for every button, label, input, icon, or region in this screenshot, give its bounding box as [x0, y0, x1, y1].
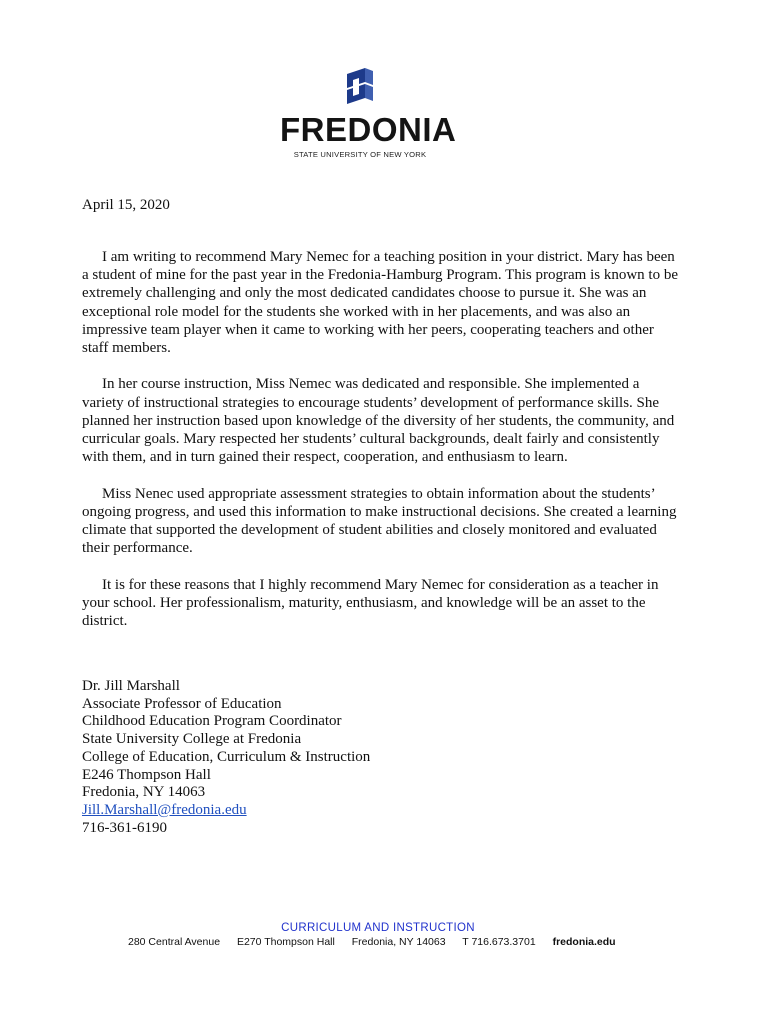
- letter-date: April 15, 2020: [82, 197, 170, 213]
- signer-title: Associate Professor of Education: [82, 695, 282, 712]
- footer-contact-line: [128, 936, 616, 948]
- paragraph-1: I am writing to recommend Mary Nemec for a teaching position in your district. Mary has been a student of mine for the past year in the Fredonia-Hamburg Program. This program is known to be extremely challenging and only the most dedicated candidates choose to pursue it. She was an exceptional role model for the students she worked with in her placements, and was also an impressive team player when it came to working with her peers, cooperating teachers and other staff members.: [82, 249, 678, 357]
- footer-office: E270 Thompson Hall: [236, 936, 335, 948]
- paragraph-2: In her course instruction, Miss Nemec was dedicated and responsible. She implemented a variety of instructional strategies to encourage students’ development of performance skills. She planned her instruction based upon knowledge of the diversity of her students, the community, and curricular goals. Mary respected her students’ cultural backgrounds, dealt fairly and consistently with them, and in turn gained their respect, cooperation, and enthusiasm to learn.: [82, 376, 675, 466]
- signer-office: E246 Thompson Hall: [82, 766, 211, 783]
- logo-subtitle: STATE UNIVERSITY OF NEW YORK: [293, 150, 427, 159]
- footer-address: 280 Central Avenue: [128, 936, 221, 948]
- signer-institution: State University College at Fredonia: [82, 731, 302, 748]
- paragraph-3: Miss Nenec used appropriate assessment strategies to obtain information about the students’ ongoing progress, and used this information to make instructional decisions. She created a learning climate that supported the development of student abilities and closely monitored and evaluated their performance.: [82, 485, 677, 557]
- footer-phone: T 716.673.3701: [462, 936, 536, 948]
- signer-city: Fredonia, NY 14063: [82, 784, 206, 801]
- signer-phone: 716-361-6190: [82, 819, 167, 836]
- footer-department: CURRICULUM AND INSTRUCTION: [281, 922, 475, 934]
- logo-wordmark: FREDONIA: [280, 111, 457, 148]
- footer-city: Fredonia, NY 14063: [351, 936, 446, 948]
- signer-department: College of Education, Curriculum & Instruction: [82, 748, 371, 765]
- signer-role: Childhood Education Program Coordinator: [82, 713, 342, 730]
- signature-block: [82, 678, 370, 837]
- signer-email-link[interactable]: Jill.Marshall@fredonia.edu: [82, 801, 247, 818]
- footer-website-link[interactable]: fredonia.edu: [552, 936, 616, 948]
- fredonia-emblem-icon: [345, 68, 375, 108]
- paragraph-4: It is for these reasons that I highly recommend Mary Nemec for consideration as a teacher in your school. Her professionalism, maturity, enthusiasm, and knowledge will be an asset to the district.: [82, 576, 659, 630]
- letter-body: [82, 248, 682, 648]
- signer-name: Dr. Jill Marshall: [82, 678, 180, 694]
- fredonia-logo: [280, 68, 457, 164]
